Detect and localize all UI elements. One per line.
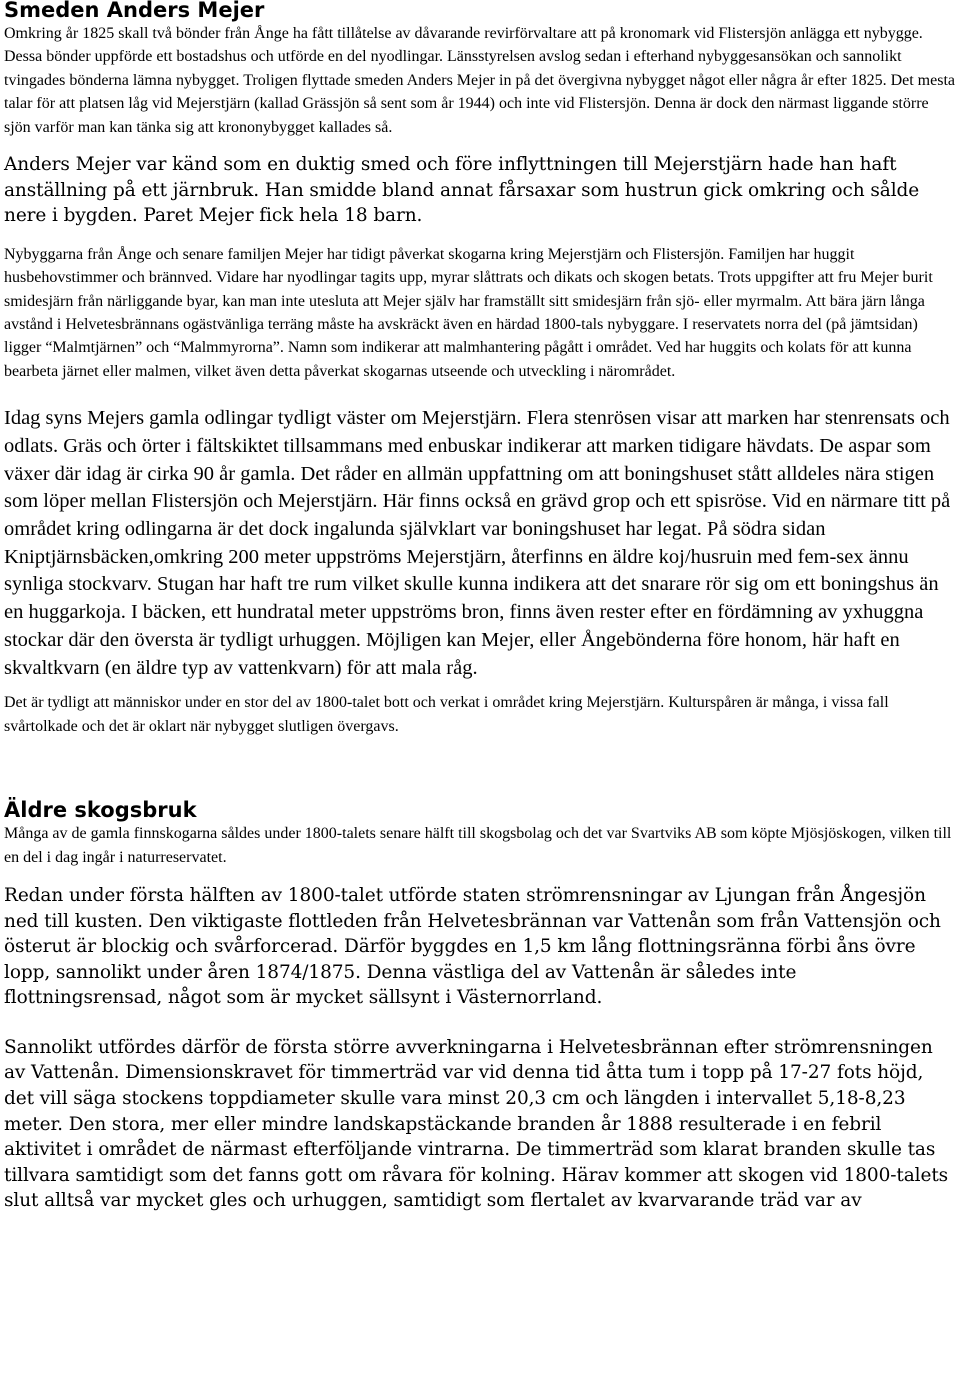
paragraph-skogsbruk-intro: Många av de gamla finnskogarna såldes under 1800-talets senare hälft till skogsbolag och det var Svartviks AB som köpte Mjösjöskogen, vilken till en del i dag ingår i naturreservatet. <box>4 825 952 866</box>
paragraph-smeden-summary: Det är tydligt att människor under en stor del av 1800-talet bott och verkat i området kring Mejerstjärn. Kulturspåren är många, i vissa fall svårtolkade och det är oklart när nybygget slutligen övergavs. <box>4 694 889 735</box>
paragraph-smeden-smith: Anders Mejer var känd som en duktig smed och före inflyttningen till Mejerstjärn hade han haft anställning på ett järnbruk. Han smidde bland annat fårsaxar som hustrun gick omkring och sålde nere i bygden. Paret Mejer fick hela 18 barn. <box>4 154 920 227</box>
paragraph-smeden-intro: Omkring år 1825 skall två bönder från Ånge ha fått tillåtelse av dåvarande revirförvaltare att på kronomark vid Flistersjön anlägga ett nybygge. Dessa bönder uppförde ett bostadshus och utförde en del nyodlingar. Länsstyrelsen avslog sedan i efterhand nybyggesansökan och sannolikt tvingades bönderna lämna nybygget. Troligen flyttade smeden Anders Mejer in på det övergivna nybygget något eller några år efter 1825. Det mesta talar för att platsen låg vid Mejerstjärn (kallad Grässjön så sent som år 1944) och inte vid Flistersjön. Denna är dock den närmast liggande större sjön varför man kan tänka sig att krononybygget kallades så. <box>4 25 955 136</box>
section-title-skogsbruk: Äldre skogsbruk <box>4 798 197 823</box>
paragraph-skogsbruk-rafting: Redan under första hälften av 1800-talet utförde staten strömrensningar av Ljungan från Ångesjön ned till kusten. Den viktigaste flottleden från Helvetesbrännan var Vattenån som från Vattensjön och österut är blockig och svårforcerad. Därför byggdes en 1,5 km lång flottningsränna förbi åns övre lopp, sannolikt under åren 1874/1875. Denna västliga del av Vattenån är således inte flottningsrensad, något som är mycket sällsynt i Västernorrland. <box>4 884 941 1009</box>
paragraph-smeden-forest-impact: Nybyggarna från Ånge och senare familjen Mejer har tidigt påverkat skogarna kring Mejerstjärn och Flistersjön. Familjen har huggit husbehovstimmer och brännved. Vidare har nyodlingar tagits upp, myrar slåttrats och dikats och skogen betats. Trots uppgifter att fru Mejer burit smidesjärn från närliggande byar, kan man inte utesluta att Mejer själv har framställt sitt smidesjärn från sjö- eller myrmalm. Att bära järn långa avstånd i Helvetesbrännans ogästvänliga terräng måste ha avskräckt även en härdad 1800-tals nybyggare. I reservatets norra del (på jämtsidan) ligger “Malmtjärnen” och “Malmmyrorna”. Namn som indikerar att malmhantering pågått i området. Ved har huggits och kolats för att kunna bearbeta järnet eller malmen, vilket även detta påverkat skogarnas utseende och utveckling i närområdet. <box>4 245 933 380</box>
paragraph-skogsbruk-logging: Sannolikt utfördes därför de första större avverkningarna i Helvetesbrännan efter strömrensningen av Vattenån. Dimensionskravet för timmerträd var vid denna tid åtta tum i topp på 17-27 fots höjd, det vill säga stockens toppdiameter skulle vara minst 20,3 cm och längden i intervallet 5,18-8,23 meter. Den stora, mer eller mindre landskapstäckande branden år 1888 resulterade i en febril aktivitet i området de närmast efterföljande vintrarna. De timmerträd som klarat branden skulle tas tillvara samtidigt som det fanns gott om råvara för kolning. Härav kommer att skogen vid 1800-talets slut alltså var mycket gles och urhuggen, samtidigt som flertalet av kvarvarande träd var av <box>4 1036 949 1212</box>
paragraph-smeden-today: Idag syns Mejers gamla odlingar tydligt väster om Mejerstjärn. Flera stenrösen visar att marken har stenrensats och odlats. Gräs och örter i fältskiktet tillsammans med enbuskar indikerar att marken tidigare hävdats. De aspar som växer där idag är cirka 90 år gamla. Det råder en allmän uppfattning om att boningshuset stått alldeles nära stigen som löper mellan Flistersjön och Mejerstjärn. Här finns också en grävd grop och ett spisröse. Vid en närmare titt på området kring odlingarna är det dock ingalunda självklart var boningshuset har legat. På södra sidan Kniptjärnsbäcken,omkring 200 meter uppströms Mejerstjärn, återfinns en äldre koj/husruin med fem-sex ännu synliga stockvarv. Stugan har haft tre rum vilket skulle kunna indikera att det snarare rör sig om ett boningshus än en huggarkoja. I bäcken, ett hundratal meter uppströms bron, finns även rester efter en fördämning av yxhuggna stockar där den översta är tydligt urhuggen. Möjligen kan Mejer, eller Ångebönderna före honom, här haft en skvaltkvarn (en äldre typ av vattenkvarn) för att mala råg. <box>4 407 951 679</box>
document-page <box>4 0 956 1214</box>
section-title-smeden: Smeden Anders Mejer <box>4 0 265 22</box>
